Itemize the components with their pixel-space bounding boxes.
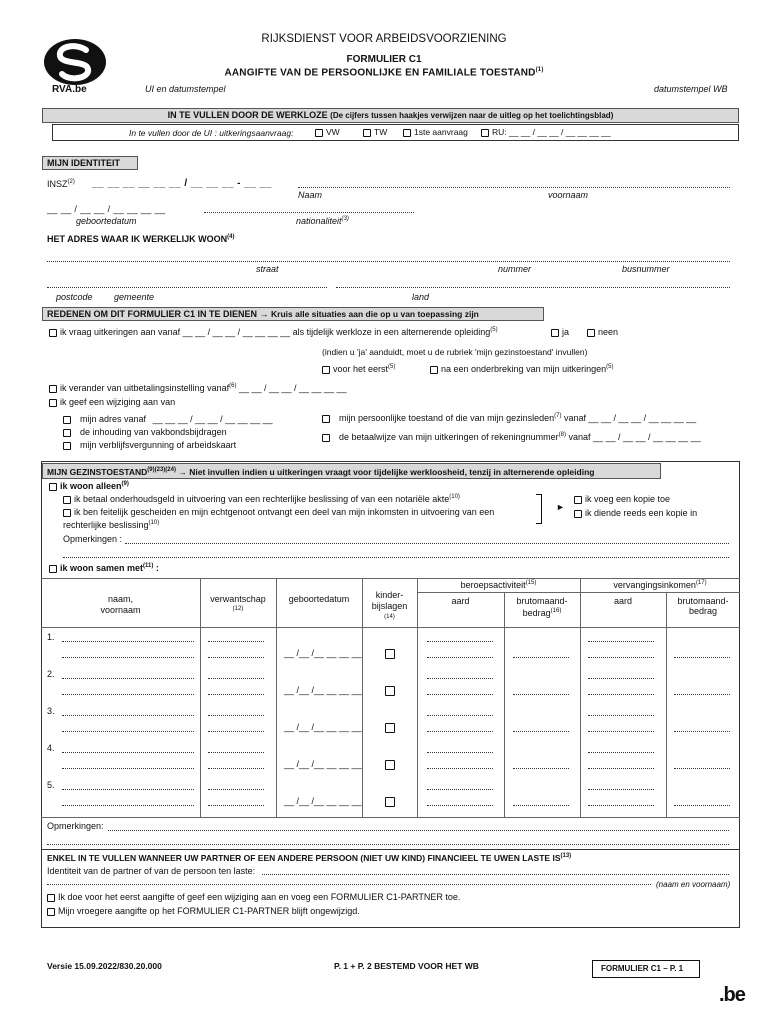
change-personal-checkbox[interactable]: [322, 415, 330, 423]
table-row-relation-line-2[interactable]: [208, 768, 264, 769]
alimony-checkbox[interactable]: [63, 496, 71, 504]
table-row-relation-line-1[interactable]: [208, 752, 264, 753]
table-row-kids-checkbox[interactable]: [385, 723, 395, 733]
table-top: [41, 578, 740, 579]
ja-option[interactable]: [551, 327, 569, 337]
table-row-repl-bruto-line[interactable]: [674, 805, 730, 806]
col-sep-2: [276, 578, 277, 817]
change-permit-text: mijn verblijfsvergunning of arbeidskaart: [80, 440, 237, 450]
reason-3[interactable]: [49, 397, 175, 407]
reasons-title: REDENEN OM DIT FORMULIER C1 IN TE DIENEN: [47, 309, 258, 319]
table-row-kids-checkbox[interactable]: [385, 686, 395, 696]
alimony-text: ik betaal onderhoudsgeld in uitvoering van een rechterlijke beslissing of van een notariële akte: [74, 494, 450, 504]
partner-opt-2-text: Mijn vroegere aangifte op het FORMULIER C1-PARTNER blijft ongewijzigd.: [58, 906, 360, 916]
table-group-line: [417, 592, 740, 593]
reasons-header: [42, 307, 544, 321]
col-sep-6: [580, 578, 581, 817]
unemployed-title: IN TE VULLEN DOOR DE WERKLOZE: [167, 110, 328, 120]
col-relation-note: (12): [232, 606, 244, 612]
table-row-name-line-2[interactable]: [62, 768, 194, 769]
reasons-suffix: Kruis alle situaties aan die op u van toepassing zijn: [271, 309, 479, 319]
family-title: MIJN GEZINSTOESTAND: [47, 466, 148, 477]
ui-row: [52, 124, 739, 141]
logo-text: RVA.be: [52, 84, 87, 95]
agency-name: RIJKSDIENST VOOR ARBEIDSVOORZIENING: [261, 33, 507, 45]
bracket: [536, 494, 542, 524]
change-personal[interactable]: [322, 413, 696, 423]
col-kids-note: (14): [384, 614, 395, 620]
table-row-repl-bruto-line[interactable]: [674, 694, 730, 695]
after-break-option[interactable]: [430, 364, 613, 374]
table-row-birth-field[interactable]: __ /__ /__ __ __ __: [284, 759, 362, 769]
reason-2-text: ik verander van uitbetalingsinstelling vanaf: [60, 383, 230, 393]
change-permit[interactable]: [63, 440, 236, 450]
table-row-work-aard-line-2[interactable]: [427, 657, 493, 658]
insz-field[interactable]: __ __ __ __ __ __ / __ __ __ - __ __: [92, 178, 272, 189]
remarks-line-1[interactable]: [125, 543, 729, 544]
ja-label: ja: [562, 327, 570, 337]
municipality-label: gemeente: [114, 292, 155, 302]
live-alone-text: ik woon alleen: [60, 481, 122, 491]
table-row-repl-bruto-line[interactable]: [674, 731, 730, 732]
live-together-text: ik woon samen met: [60, 563, 144, 573]
table-row-name-line-1[interactable]: [62, 789, 194, 790]
col-kids-text: kinder-bijslagen: [371, 590, 408, 611]
ja-checkbox[interactable]: [551, 329, 559, 337]
change-personal-text: mijn persoonlijke toestand of die van mijn gezinsleden: [339, 413, 555, 423]
partner-name-hint: (naam en voornaam): [656, 880, 731, 889]
wb-stamp-label: datumstempel WB: [654, 84, 728, 94]
tw-label: TW: [374, 127, 388, 137]
table-row-name-line-1[interactable]: [62, 752, 194, 753]
reason-1[interactable]: [49, 327, 498, 337]
separated-note: (10): [148, 520, 160, 526]
arrow-icon: ►: [556, 502, 565, 512]
partner-title-text: ENKEL IN TE VULLEN WANNEER UW PARTNER OF EEN ANDERE PERSOON (NIET UW KIND) FINANCIEEL TE UWEN LASTE IS: [47, 853, 561, 863]
copy-add-text: ik voeg een kopie toe: [585, 494, 671, 504]
table-row-work-aard-line-1[interactable]: [427, 641, 493, 642]
remarks2-label: Opmerkingen:: [47, 821, 104, 831]
form-title-text: AANGIFTE VAN DE PERSOONLIJKE EN FAMILIALE TOESTAND: [224, 67, 536, 79]
family-arrow: →: [178, 466, 187, 477]
table-row-number: 3.: [47, 706, 55, 716]
table-row-birth-field[interactable]: __ /__ /__ __ __ __: [284, 722, 362, 732]
table-row-repl-aard-line-2[interactable]: [588, 805, 654, 806]
reason-3-checkbox[interactable]: [49, 399, 57, 407]
live-together-checkbox[interactable]: [49, 565, 57, 573]
birth-field[interactable]: __ __ / __ __ / __ __ __ __: [47, 204, 166, 214]
street-label: straat: [256, 264, 279, 274]
table-row-work-aard-line-2[interactable]: [427, 731, 493, 732]
table-row-relation-line-2[interactable]: [208, 694, 264, 695]
insz-text: INSZ: [47, 179, 68, 189]
country-field[interactable]: [336, 287, 730, 288]
table-row-number: 4.: [47, 743, 55, 753]
group-work: [417, 580, 580, 590]
partner-opt-1[interactable]: [47, 892, 460, 902]
table-bottom: [41, 817, 740, 818]
partner-title: [47, 853, 571, 863]
vw-checkbox[interactable]: [315, 129, 323, 137]
rva-logo: [42, 38, 108, 94]
change-personal-note: (7): [554, 413, 562, 419]
first-time-note: (5): [388, 364, 396, 370]
table-row-work-bruto-line[interactable]: [513, 805, 569, 806]
col-kids: [362, 590, 417, 625]
vw-option[interactable]: [315, 127, 340, 137]
reasons-arrow: →: [259, 309, 269, 319]
naam-field[interactable]: [298, 187, 730, 188]
tw-option[interactable]: [363, 127, 387, 137]
partner-identity-label: Identiteit van de partner of van de persoon ten laste:: [47, 866, 256, 876]
family-suffix: Niet invullen indien u uitkeringen vraagt voor tijdelijke werkloosheid, tenzij in alternerende opleiding: [189, 466, 595, 477]
first-time-checkbox[interactable]: [322, 366, 330, 374]
col-relation-text: verwantschap: [210, 594, 266, 604]
be-logo: .be: [719, 984, 745, 1006]
after-break-checkbox[interactable]: [430, 366, 438, 374]
table-row-number: 2.: [47, 669, 55, 679]
reason-2-checkbox[interactable]: [49, 385, 57, 393]
table-row-relation-line-1[interactable]: [208, 678, 264, 679]
partner-opt-2-checkbox[interactable]: [47, 908, 55, 916]
nationality-text: nationaliteit: [296, 216, 342, 226]
after-break-label: na een onderbreking van mijn uitkeringen: [441, 364, 607, 374]
first-time-option[interactable]: [322, 364, 395, 374]
live-alone-note: (9): [121, 481, 129, 487]
remarks2-line-1[interactable]: [108, 830, 729, 831]
col-name: naam, voornaam: [100, 594, 141, 615]
table-row-name-line-1[interactable]: [62, 715, 194, 716]
table-row-repl-aard-line-2[interactable]: [588, 657, 654, 658]
table-row-number: 1.: [47, 632, 55, 642]
col-work-bruto: [504, 596, 580, 618]
col-work-bruto-note: (16): [550, 608, 562, 614]
table-row-relation-line-1[interactable]: [208, 789, 264, 790]
change-union-checkbox[interactable]: [63, 429, 71, 437]
birth-label: geboortedatum: [76, 216, 137, 226]
table-row-work-bruto-line[interactable]: [513, 657, 569, 658]
remarks-label: Opmerkingen :: [63, 534, 123, 544]
form-ref-box: [592, 960, 700, 978]
table-row-repl-aard-line-2[interactable]: [588, 731, 654, 732]
separated-text: ik ben feitelijk gescheiden en mijn echtgenoot ontvangt een deel van mijn inkomsten in uitvoering van een rechterlijke beslissing: [63, 507, 495, 530]
reason-1-text: ik vraag uitkeringen aan vanaf __ __ / __ __ / __ __ __ __ als tijdelijk werkloze in een alternerende opleiding: [60, 327, 491, 337]
partner-identity-line-2[interactable]: [47, 884, 651, 885]
family-header: [42, 463, 661, 479]
group-work-text: beroepsactiviteit: [460, 580, 526, 590]
copy-add-option[interactable]: [574, 494, 670, 504]
footer-center: P. 1 + P. 2 BESTEMD VOOR HET WB: [334, 961, 479, 971]
postcode-label: postcode: [56, 292, 93, 302]
identity-header: MIJN IDENTITEIT: [42, 156, 138, 170]
change-permit-checkbox[interactable]: [63, 442, 71, 450]
partner-sep: [41, 849, 740, 850]
form-ref: FORMULIER C1 – P. 1: [601, 964, 684, 973]
table-header-bottom: [41, 627, 740, 628]
separated-option[interactable]: [63, 507, 533, 531]
change-personal-date: vanaf __ __ / __ __ / __ __ __ __: [564, 413, 697, 423]
table-row-birth-field[interactable]: __ /__ /__ __ __ __: [284, 648, 362, 658]
ru-label: RU: __ __ / __ __ / __ __ __ __: [492, 127, 611, 137]
live-together[interactable]: [49, 563, 159, 573]
first-request-option[interactable]: [403, 127, 468, 137]
table-row-birth-field[interactable]: __ /__ /__ __ __ __: [284, 796, 362, 806]
table-row-work-aard-line-2[interactable]: [427, 694, 493, 695]
family-title-note: (9)(23)(24): [147, 467, 176, 473]
first-request-checkbox[interactable]: [403, 129, 411, 137]
live-alone[interactable]: [49, 481, 129, 491]
nationality-note: (3): [341, 216, 349, 222]
remarks-line-2[interactable]: [63, 557, 729, 558]
table-row-name-line-2[interactable]: [62, 805, 194, 806]
unemployed-subtitle: (De cijfers tussen haakjes verwijzen naar de uitleg op het toelichtingsblad): [330, 111, 614, 120]
live-alone-checkbox[interactable]: [49, 483, 57, 491]
table-row-work-bruto-line[interactable]: [513, 694, 569, 695]
nationality-field[interactable]: [204, 212, 414, 213]
col-birth: geboortedatum: [288, 594, 350, 604]
table-row-relation-line-2[interactable]: [208, 657, 264, 658]
tw-checkbox[interactable]: [363, 129, 371, 137]
table-row-kids-checkbox[interactable]: [385, 649, 395, 659]
ru-option[interactable]: [481, 127, 611, 137]
change-payment-checkbox[interactable]: [322, 434, 330, 442]
group-repl-text: vervangingsinkomen: [613, 580, 696, 590]
vw-label: VW: [326, 127, 340, 137]
table-row-repl-aard-line-1[interactable]: [588, 752, 654, 753]
col-repl-bruto: brutomaand-bedrag: [677, 596, 729, 616]
partner-title-note: (13): [560, 853, 572, 860]
group-repl: [580, 580, 740, 590]
country-label: land: [412, 292, 430, 302]
form-title-note: (1): [535, 67, 544, 73]
alimony-option[interactable]: [63, 494, 460, 504]
col-sep-7: [666, 592, 667, 817]
copy-done-option[interactable]: [574, 508, 697, 518]
col-repl-aard: aard: [613, 596, 632, 606]
version: Versie 15.09.2022/830.20.000: [47, 961, 162, 971]
change-union[interactable]: [63, 427, 227, 437]
reason-2[interactable]: [49, 383, 347, 393]
after-break-note: (5): [606, 364, 614, 370]
reason-3-text: ik geef een wijziging aan van: [60, 397, 176, 407]
ui-row-label: In te vullen door de UI : uitkeringsaanvraag:: [129, 128, 294, 138]
table-row-work-aard-line-1[interactable]: [427, 752, 493, 753]
group-repl-note: (17): [695, 580, 707, 586]
col-work-bruto-text: brutomaand-bedrag: [516, 596, 568, 618]
table-row-work-aard-line-1[interactable]: [427, 678, 493, 679]
neen-label: neen: [598, 327, 619, 337]
separated-checkbox[interactable]: [63, 509, 71, 517]
group-work-note: (15): [525, 580, 537, 586]
first-time-label: voor het eerst: [333, 364, 389, 374]
change-union-text: de inhouding van vakbondsbijdragen: [80, 427, 227, 437]
table-row-relation-line-1[interactable]: [208, 641, 264, 642]
table-row-repl-bruto-line[interactable]: [674, 657, 730, 658]
address-note: (4): [227, 234, 235, 240]
partner-opt-1-text: Ik doe voor het eerst aangifte of geef een wijziging aan en voeg een FORMULIER C1-PARTNER toe.: [58, 892, 461, 902]
table-row-repl-aard-line-1[interactable]: [588, 641, 654, 642]
table-row-name-line-1[interactable]: [62, 641, 194, 642]
number-label: nummer: [498, 264, 532, 274]
table-row-name-line-1[interactable]: [62, 678, 194, 679]
change-payment-note: (8): [558, 432, 566, 438]
table-row-name-line-2[interactable]: [62, 731, 194, 732]
postcode-field[interactable]: [47, 287, 327, 288]
table-row-work-bruto-line[interactable]: [513, 731, 569, 732]
table-row-work-bruto-line[interactable]: [513, 768, 569, 769]
insz-label: [47, 179, 75, 189]
reason-1-hint: (indien u 'ja' aanduidt, moet u de rubriek 'mijn gezinstoestand' invullen): [322, 347, 588, 357]
table-row-repl-aard-line-2[interactable]: [588, 694, 654, 695]
col-relation: [200, 594, 276, 616]
change-address-text: mijn adres vanaf: [80, 414, 147, 424]
table-row-repl-bruto-line[interactable]: [674, 768, 730, 769]
table-row-work-aard-line-2[interactable]: [427, 768, 493, 769]
copy-add-checkbox[interactable]: [574, 496, 582, 504]
reason-2-note: (6): [229, 383, 237, 389]
address-title-text: HET ADRES WAAR IK WERKELIJK WOON: [47, 234, 228, 244]
reason-1-checkbox[interactable]: [49, 329, 57, 337]
table-row-relation-line-2[interactable]: [208, 731, 264, 732]
neen-option[interactable]: [587, 327, 618, 337]
table-row-work-aard-line-1[interactable]: [427, 715, 493, 716]
change-address-checkbox[interactable]: [63, 416, 71, 424]
table-row-number: 5.: [47, 780, 55, 790]
table-row-work-aard-line-1[interactable]: [427, 789, 493, 790]
neen-checkbox[interactable]: [587, 329, 595, 337]
table-row-repl-aard-line-1[interactable]: [588, 678, 654, 679]
change-payment[interactable]: [322, 432, 701, 442]
unemployed-header: [42, 108, 739, 123]
form-title: [0, 67, 768, 78]
address-title: [47, 234, 235, 244]
table-row-relation-line-1[interactable]: [208, 715, 264, 716]
table-row-birth-field[interactable]: __ /__ /__ __ __ __: [284, 685, 362, 695]
table-row-name-line-2[interactable]: [62, 694, 194, 695]
col-sep-4: [417, 578, 418, 817]
col-sep-5: [504, 592, 505, 817]
live-together-note: (11): [143, 563, 154, 569]
table-row-name-line-2[interactable]: [62, 657, 194, 658]
naam-label: Naam: [298, 190, 323, 200]
form-name: FORMULIER C1: [346, 54, 422, 65]
table-row-kids-checkbox[interactable]: [385, 760, 395, 770]
table-row-repl-aard-line-1[interactable]: [588, 715, 654, 716]
ru-checkbox[interactable]: [481, 129, 489, 137]
address-line-1[interactable]: [47, 261, 730, 262]
live-together-colon: :: [155, 563, 159, 573]
copy-done-text: ik diende reeds een kopie in: [585, 508, 698, 518]
partner-opt-2[interactable]: [47, 906, 360, 916]
reason-1-note: (5): [490, 327, 498, 333]
change-payment-text: de betaalwijze van mijn uitkeringen of rekeningnummer: [339, 432, 559, 442]
change-payment-date: vanaf __ __ / __ __ / __ __ __ __: [568, 432, 701, 442]
table-row-kids-checkbox[interactable]: [385, 797, 395, 807]
box-number-label: busnummer: [622, 264, 670, 274]
table-row-repl-aard-line-2[interactable]: [588, 768, 654, 769]
table-row-relation-line-2[interactable]: [208, 805, 264, 806]
alimony-note: (10): [449, 494, 460, 500]
partner-opt-1-checkbox[interactable]: [47, 894, 55, 902]
change-address[interactable]: [63, 414, 273, 424]
insz-note: (2): [67, 179, 75, 185]
col-work-aard: aard: [451, 596, 470, 606]
copy-done-checkbox[interactable]: [574, 510, 582, 518]
partner-identity-line-1[interactable]: [262, 874, 729, 875]
nationality-label: [296, 216, 349, 226]
change-address-date: __ __ __ / __ __ / __ __ __ __: [152, 414, 273, 424]
voornaam-label: voornaam: [548, 190, 589, 200]
table-row-repl-aard-line-1[interactable]: [588, 789, 654, 790]
ui-stamp-label: UI en datumstempel: [145, 84, 226, 94]
first-request-label: 1ste aanvraag: [414, 127, 468, 137]
remarks2-line-2[interactable]: [47, 844, 729, 845]
reason-2-date: __ __ / __ __ / __ __ __ __: [238, 383, 347, 393]
table-row-work-aard-line-2[interactable]: [427, 805, 493, 806]
